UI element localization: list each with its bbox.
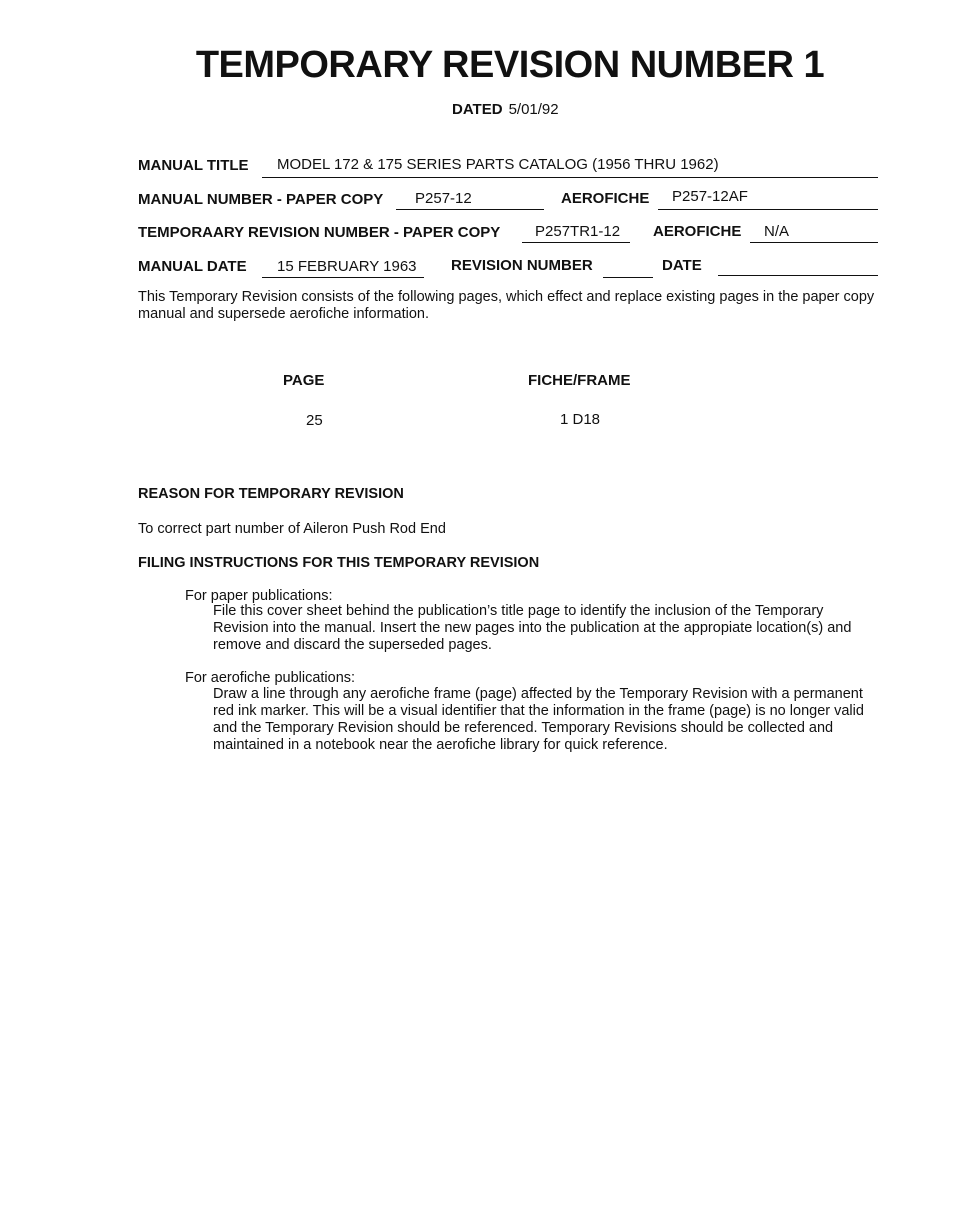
manual-title-label: MANUAL TITLE bbox=[138, 157, 249, 174]
manual-title-underline bbox=[262, 177, 878, 178]
revision-number-underline bbox=[603, 277, 653, 278]
manual-date-label: MANUAL DATE bbox=[138, 258, 247, 275]
table-cell-fiche: 1 D18 bbox=[560, 411, 601, 428]
manual-date-underline bbox=[262, 277, 424, 278]
reason-text: To correct part number of Aileron Push Rod End bbox=[138, 521, 446, 537]
revision-number-label: REVISION NUMBER bbox=[451, 257, 593, 274]
date-underline bbox=[718, 275, 878, 276]
date-label: DATE bbox=[662, 257, 702, 274]
intro-paragraph: This Temporary Revision consists of the following pages, which effect and replace existing pages in the paper copy manual and supersede aerofiche information. bbox=[138, 289, 875, 322]
dated-line bbox=[452, 101, 559, 118]
reason-heading: REASON FOR TEMPORARY REVISION bbox=[138, 486, 404, 502]
aerofiche-value-2: N/A bbox=[764, 223, 790, 240]
filing-heading: FILING INSTRUCTIONS FOR THIS TEMPORARY REVISION bbox=[138, 555, 540, 571]
manual-number-value: P257-12 bbox=[415, 190, 472, 207]
aerofiche-underline-2 bbox=[750, 242, 878, 243]
aerofiche-underline-1 bbox=[658, 209, 878, 210]
manual-number-underline bbox=[396, 209, 544, 210]
aerofiche-label-1: AEROFICHE bbox=[561, 190, 650, 207]
aerofiche-value-1: P257-12AF bbox=[672, 188, 748, 205]
dated-label: DATED bbox=[452, 101, 503, 118]
manual-title-value: MODEL 172 & 175 SERIES PARTS CATALOG (1956 THRU 1962) bbox=[277, 156, 719, 173]
tr-number-value: P257TR1-12 bbox=[535, 223, 621, 240]
manual-date-value: 15 FEBRUARY 1963 bbox=[277, 258, 417, 275]
paper-publications-label: For paper publications: bbox=[185, 588, 333, 604]
table-header-fiche: FICHE/FRAME bbox=[528, 372, 631, 389]
aerofiche-publications-text: Draw a line through any aerofiche frame (page) affected by the Temporary Revision with a permanent red ink marker. This will be a visual identifier that the information in the frame (page) is no longer valid and the Temporary Revision should be referenced. Temporary Revisions should be collected and maintained in a notebook near the aerofiche library for quick reference. bbox=[213, 686, 864, 753]
aerofiche-label-2: AEROFICHE bbox=[653, 223, 742, 240]
table-header-page: PAGE bbox=[283, 372, 325, 389]
paper-publications-text: File this cover sheet behind the publication’s title page to identify the inclusion of the Temporary Revision into the manual. Insert the new pages into the publication at the appropiate location(s) and remove and discard the superseded pages. bbox=[213, 603, 852, 653]
table-cell-page: 25 bbox=[306, 412, 323, 429]
tr-number-underline bbox=[522, 242, 630, 243]
dated-value: 5/01/92 bbox=[508, 101, 559, 118]
tr-number-label: TEMPORAARY REVISION NUMBER - PAPER COPY bbox=[138, 224, 501, 241]
manual-number-label: MANUAL NUMBER - PAPER COPY bbox=[138, 191, 384, 208]
document-title: TEMPORARY REVISION NUMBER 1 bbox=[195, 44, 825, 86]
aerofiche-publications-label: For aerofiche publications: bbox=[185, 670, 356, 686]
